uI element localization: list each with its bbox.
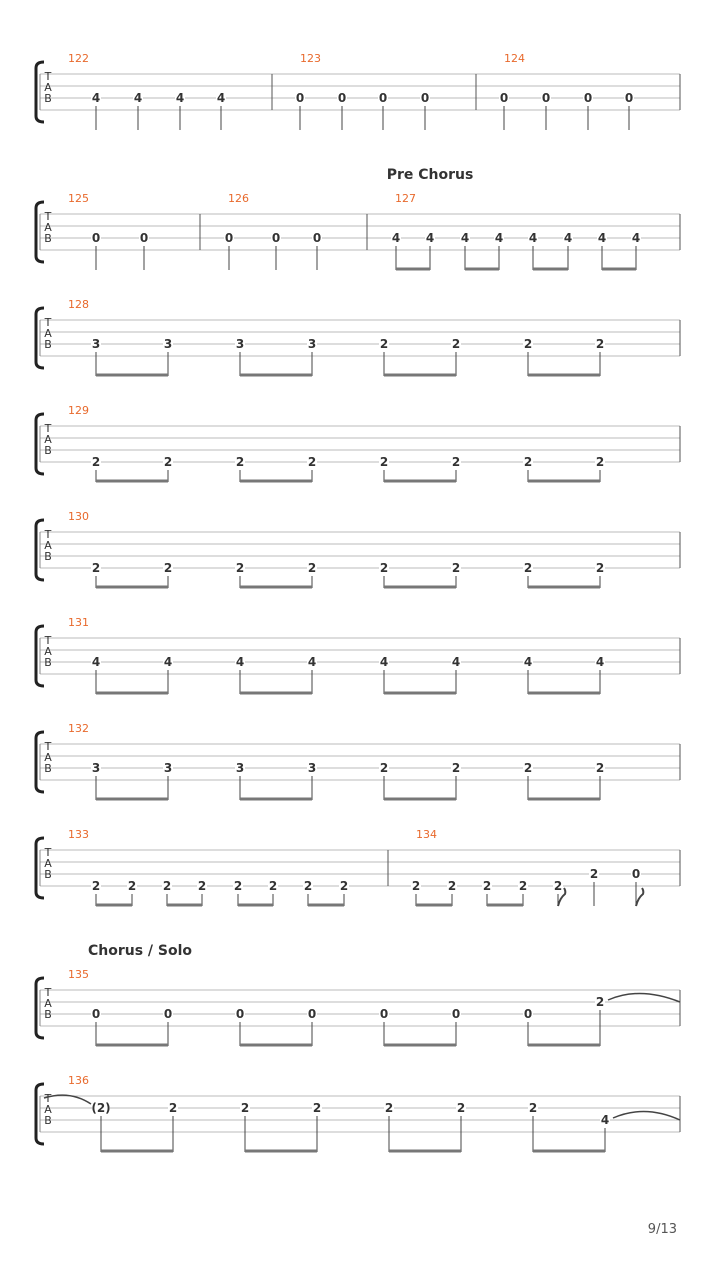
fret-number: 2	[523, 337, 533, 351]
tab-clef-letter: A	[44, 81, 52, 94]
fret-number: 4	[523, 655, 533, 669]
tab-clef-letter: A	[44, 857, 52, 870]
fret-number: 4	[235, 655, 245, 669]
fret-number: (2)	[91, 1101, 111, 1115]
fret-number: 2	[162, 879, 172, 893]
tab-clef-letter: B	[44, 868, 52, 881]
measure-number: 124	[504, 52, 525, 65]
tab-clef-letter: T	[44, 70, 52, 83]
tab-clef-letter: T	[44, 986, 52, 999]
fret-number: 2	[312, 1101, 322, 1115]
fret-number: 2	[384, 1101, 394, 1115]
fret-number: 0	[271, 231, 281, 245]
tab-system	[36, 298, 680, 376]
fret-number: 2	[528, 1101, 538, 1115]
fret-number: 2	[163, 455, 173, 469]
fret-number: 0	[337, 91, 347, 105]
measure-number: 123	[300, 52, 321, 65]
fret-number: 2	[595, 455, 605, 469]
fret-number: 0	[235, 1007, 245, 1021]
fret-number: 4	[133, 91, 143, 105]
fret-number: 0	[163, 1007, 173, 1021]
tab-clef-letter: B	[44, 232, 52, 245]
tab-system	[36, 510, 680, 588]
tab-system	[36, 828, 680, 906]
fret-number: 2	[523, 561, 533, 575]
fret-number: 0	[451, 1007, 461, 1021]
measure-number: 127	[395, 192, 416, 205]
tab-clef-letter: T	[44, 634, 52, 647]
fret-number: 2	[595, 337, 605, 351]
fret-number: 4	[163, 655, 173, 669]
fret-number: 0	[139, 231, 149, 245]
fret-number: 2	[553, 879, 563, 893]
tab-clef-letter: T	[44, 846, 52, 859]
fret-number: 0	[312, 231, 322, 245]
fret-number: 3	[91, 761, 101, 775]
tab-clef-letter: B	[44, 550, 52, 563]
tab-clef-letter: T	[44, 422, 52, 435]
fret-number: 4	[451, 655, 461, 669]
section-title: Chorus / Solo	[87, 943, 193, 959]
tab-clef-letter: A	[44, 327, 52, 340]
fret-number: 4	[595, 655, 605, 669]
tab-clef-letter: B	[44, 762, 52, 775]
fret-number: 2	[595, 561, 605, 575]
fret-number: 2	[307, 561, 317, 575]
measure-number: 122	[68, 52, 89, 65]
fret-number: 2	[379, 561, 389, 575]
fret-number: 4	[631, 231, 641, 245]
measure-number: 125	[68, 192, 89, 205]
measure-number: 129	[68, 404, 89, 417]
tab-clef-letter: T	[44, 210, 52, 223]
fret-number: 2	[268, 879, 278, 893]
fret-number: 2	[451, 761, 461, 775]
fret-number: 3	[91, 337, 101, 351]
fret-number: 3	[307, 337, 317, 351]
tab-clef-letter: B	[44, 444, 52, 457]
fret-number: 2	[197, 879, 207, 893]
fret-number: 2	[589, 867, 599, 881]
fret-number: 2	[595, 761, 605, 775]
fret-number: 2	[379, 337, 389, 351]
fret-number: 2	[482, 879, 492, 893]
fret-number: 4	[425, 231, 435, 245]
fret-number: 3	[163, 761, 173, 775]
tab-clef-letter: B	[44, 1114, 52, 1127]
fret-number: 4	[307, 655, 317, 669]
tab-clef-letter: A	[44, 751, 52, 764]
measure-number: 133	[68, 828, 89, 841]
fret-number: 0	[583, 91, 593, 105]
fret-number: 2	[235, 455, 245, 469]
fret-number: 2	[168, 1101, 178, 1115]
eighth-flag	[636, 888, 643, 906]
fret-number: 2	[523, 455, 533, 469]
fret-number: 2	[451, 561, 461, 575]
tab-clef-letter: A	[44, 221, 52, 234]
tab-clef-letter: A	[44, 997, 52, 1010]
fret-number: 2	[91, 455, 101, 469]
fret-number: 0	[91, 1007, 101, 1021]
fret-number: 0	[378, 91, 388, 105]
fret-number: 2	[307, 455, 317, 469]
tab-clef-letter: B	[44, 338, 52, 351]
fret-number: 0	[624, 91, 634, 105]
measure-number: 132	[68, 722, 89, 735]
fret-number: 2	[163, 561, 173, 575]
fret-number: 0	[91, 231, 101, 245]
fret-number: 2	[91, 561, 101, 575]
fret-number: 0	[379, 1007, 389, 1021]
measure-number: 134	[416, 828, 437, 841]
fret-number: 4	[563, 231, 573, 245]
fret-number: 4	[175, 91, 185, 105]
fret-number: 4	[391, 231, 401, 245]
tab-clef-letter: A	[44, 645, 52, 658]
tab-clef-letter: T	[44, 1092, 52, 1105]
fret-number: 4	[528, 231, 538, 245]
tab-system	[36, 167, 680, 270]
measure-number: 131	[68, 616, 89, 629]
fret-number: 0	[631, 867, 641, 881]
tab-clef-letter: A	[44, 1103, 52, 1116]
fret-number: 4	[597, 231, 607, 245]
page-number: 9/13	[647, 1222, 677, 1237]
fret-number: 4	[379, 655, 389, 669]
fret-number: 0	[307, 1007, 317, 1021]
fret-number: 4	[460, 231, 470, 245]
fret-number: 2	[451, 455, 461, 469]
fret-number: 2	[379, 761, 389, 775]
fret-number: 2	[411, 879, 421, 893]
fret-number: 2	[235, 561, 245, 575]
tab-system	[36, 52, 680, 130]
fret-number: 0	[499, 91, 509, 105]
tab-clef-letter: B	[44, 656, 52, 669]
fret-number: 4	[600, 1113, 610, 1127]
measure-number: 130	[68, 510, 89, 523]
fret-number: 2	[595, 995, 605, 1009]
measure-number: 136	[68, 1074, 89, 1087]
fret-number: 2	[240, 1101, 250, 1115]
fret-number: 2	[339, 879, 349, 893]
fret-number: 3	[235, 761, 245, 775]
fret-number: 2	[518, 879, 528, 893]
fret-number: 3	[163, 337, 173, 351]
fret-number: 2	[447, 879, 457, 893]
tab-system	[36, 404, 680, 482]
fret-number: 3	[235, 337, 245, 351]
measure-number: 135	[68, 968, 89, 981]
fret-number: 4	[494, 231, 504, 245]
tab-clef-letter: A	[44, 539, 52, 552]
fret-number: 2	[303, 879, 313, 893]
tie-arc	[608, 993, 680, 1002]
fret-number: 2	[451, 337, 461, 351]
fret-number: 2	[456, 1101, 466, 1115]
fret-number: 4	[91, 91, 101, 105]
fret-number: 4	[91, 655, 101, 669]
measure-number: 126	[228, 192, 249, 205]
tab-system	[36, 943, 680, 1046]
fret-number: 2	[127, 879, 137, 893]
tab-clef-letter: T	[44, 740, 52, 753]
fret-number: 0	[523, 1007, 533, 1021]
tab-clef-letter: A	[44, 433, 52, 446]
measure-number: 128	[68, 298, 89, 311]
section-title: Pre Chorus	[386, 167, 474, 183]
fret-number: 4	[216, 91, 226, 105]
tab-system	[36, 722, 680, 800]
fret-number: 2	[379, 455, 389, 469]
fret-number: 2	[91, 879, 101, 893]
fret-number: 0	[420, 91, 430, 105]
fret-number: 0	[295, 91, 305, 105]
tab-clef-letter: B	[44, 1008, 52, 1021]
fret-number: 3	[307, 761, 317, 775]
tab-clef-letter: T	[44, 528, 52, 541]
tab-clef-letter: B	[44, 92, 52, 105]
tab-system	[36, 616, 680, 694]
tab-system	[36, 1074, 680, 1152]
fret-number: 2	[233, 879, 243, 893]
fret-number: 0	[541, 91, 551, 105]
fret-number: 0	[224, 231, 234, 245]
tie-arc	[613, 1111, 680, 1120]
tab-clef-letter: T	[44, 316, 52, 329]
fret-number: 2	[523, 761, 533, 775]
